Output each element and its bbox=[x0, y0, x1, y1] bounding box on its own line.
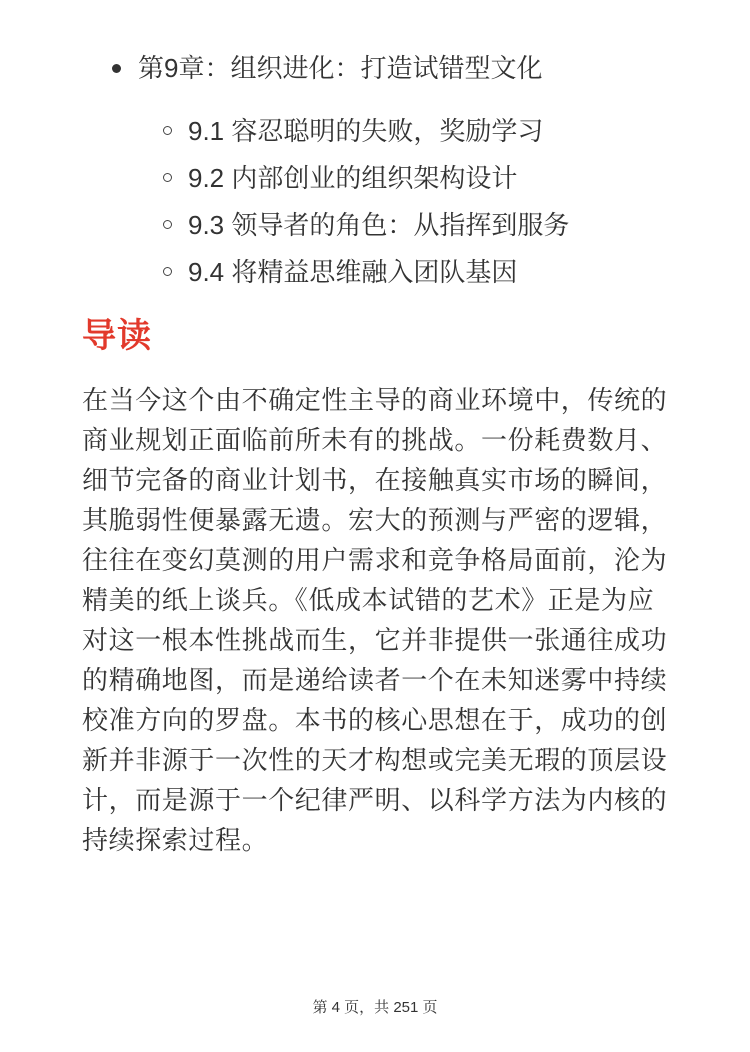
paragraph-line: 校准方向的罗盘。本书的核心思想在于，成功的创 bbox=[82, 705, 668, 735]
paragraph-line: 计，而是源于一个纪律严明、以科学方法为内核的 bbox=[82, 785, 668, 815]
paragraph-line: 其脆弱性便暴露无遗。宏大的预测与严密的逻辑， bbox=[82, 505, 668, 535]
paragraph-line: 新并非源于一次性的天才构想或完美无瑕的顶层设 bbox=[82, 745, 668, 775]
toc-section-label: 9.3 领导者的角色：从指挥到服务 bbox=[188, 210, 570, 240]
paragraph-line: 在当今这个由不确定性主导的商业环境中，传统的 bbox=[82, 385, 668, 415]
document-page bbox=[0, 52, 750, 1052]
toc-section-item bbox=[82, 162, 668, 194]
toc-section-label: 9.4 将精益思维融入团队基因 bbox=[188, 257, 518, 287]
paragraph-line: 精美的纸上谈兵。《低成本试错的艺术》正是为应 bbox=[82, 585, 655, 615]
circle-bullet-icon bbox=[163, 220, 172, 229]
paragraph-line: 商业规划正面临前所未有的挑战。一份耗费数月、 bbox=[82, 425, 668, 455]
toc-section-item bbox=[82, 209, 668, 241]
toc-section-item bbox=[82, 256, 668, 288]
page-indicator: 第 4 页，共 251 页 bbox=[312, 999, 438, 1016]
toc-section-label: 9.2 内部创业的组织架构设计 bbox=[188, 163, 518, 193]
intro-heading: 导读 bbox=[82, 317, 152, 355]
circle-bullet-icon bbox=[163, 173, 172, 182]
paragraph-line: 持续探索过程。 bbox=[82, 825, 269, 855]
paragraph-line: 对这一根本性挑战而生，它并非提供一张通往成功 bbox=[82, 625, 668, 655]
toc-section-item bbox=[82, 115, 668, 147]
toc-section-list bbox=[82, 115, 668, 288]
toc-chapter-label: 第9章：组织进化：打造试错型文化 bbox=[138, 53, 543, 83]
page-content bbox=[0, 52, 750, 860]
paragraph-line: 细节完备的商业计划书，在接触真实市场的瞬间， bbox=[82, 465, 668, 495]
paragraph-line: 往往在变幻莫测的用户需求和竞争格局面前，沦为 bbox=[82, 545, 668, 575]
disc-bullet-icon bbox=[112, 64, 121, 73]
toc-chapter-item bbox=[82, 52, 668, 84]
toc-section-label: 9.1 容忍聪明的失败，奖励学习 bbox=[188, 116, 544, 146]
circle-bullet-icon bbox=[163, 267, 172, 276]
circle-bullet-icon bbox=[163, 126, 172, 135]
intro-paragraph bbox=[82, 380, 668, 860]
paragraph-line: 的精确地图，而是递给读者一个在未知迷雾中持续 bbox=[82, 665, 668, 695]
